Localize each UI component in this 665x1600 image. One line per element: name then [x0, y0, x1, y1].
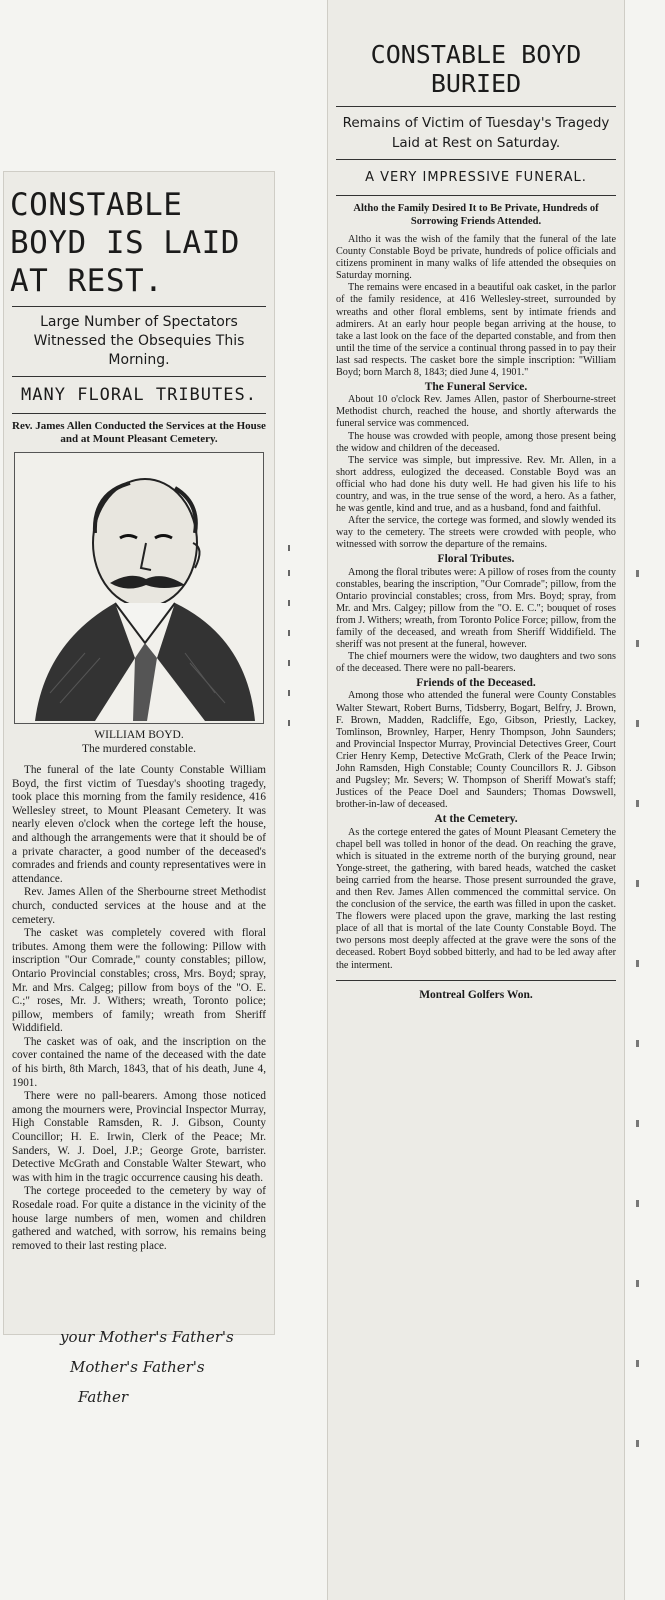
left-headline: CONSTABLE BOYD IS LAID AT REST. [10, 187, 240, 299]
left-deck: MANY FLORAL TRIBUTES. [21, 385, 257, 405]
divider [336, 980, 616, 981]
left-clipping [4, 172, 274, 1334]
column-edge-fragment [632, 560, 665, 1560]
right-byline: Altho the Family Desired It to Be Private, Hundreds of Sorrowing Friends Attended. [353, 203, 599, 227]
handwritten-line-3: Father [78, 1388, 129, 1406]
right-paragraph: Altho it was the wish of the family that the funeral of the late County Constable Boyd be private, hundreds of police officials and citizens prominent in many walks of life attended the obsequies on Saturday morning. [336, 234, 616, 282]
next-article-heading: Montreal Golfers Won. [419, 988, 533, 1001]
divider [12, 413, 266, 414]
divider [336, 195, 616, 196]
right-paragraph: About 10 o'clock Rev. James Allen, pastor of Sherbourne-street Methodist church, reached the house, and shortly afterwards the funeral service was commenced. [336, 394, 616, 430]
portrait-caption-name: WILLIAM BOYD. [94, 729, 184, 741]
edge-marks [286, 540, 306, 740]
right-paragraph: After the service, the cortege was formed, and slowly wended its way to the cemetery. The streets were crowded with people, who witnessed with sorrow the departure of the remains. [336, 515, 616, 551]
left-paragraph: The cortege proceeded to the cemetery by way of Rosedale road. For quite a distance in the vicinity of the house large numbers of men, women and children gathered and watched, with sorrow, his remains being removed to their last resting place. [12, 1185, 266, 1252]
section-heading-floral: Floral Tributes. [437, 553, 515, 566]
left-paragraph: The funeral of the late County Constable William Boyd, the first victim of Tuesday's shooting tragedy, took place this morning from the family residence, 416 Wellesley street, to Mount Pleasant Cemetery. It was nearly eleven o'clock when the cortege left the house, and although the arrangements were that it should be of a private character, a good number of the deceased's comrades and friends and county representatives were in attendance. [12, 764, 266, 885]
portrait-engraving [14, 452, 264, 724]
right-paragraph: Among the floral tributes were: A pillow of roses from the county constables, bearing the inscription, "Our Comrade"; pillow, from the Ontario provincial constables; cross, from Mrs. Boyd; spray, from Mr. and Mrs. Calgey; pillow from the "O. E. C."; bouquet of roses from J. Withers; wreath, from Toronto Police Force; pillow, from the family of the deceased, and wreath from Sheriff Widdifield. The sheriff was not present at the funeral, however. [336, 566, 616, 651]
divider [12, 306, 266, 307]
right-clipping [328, 0, 624, 1600]
portrait-caption-sub: The murdered constable. [82, 743, 196, 755]
right-paragraph: The chief mourners were the widow, two daughters and two sons of the deceased. There were no pall-bearers. [336, 651, 616, 675]
section-heading-cemetery: At the Cemetery. [434, 813, 518, 826]
left-byline: Rev. James Allen Conducted the Services at the House and at Mount Pleasant Cemetery. [12, 420, 266, 445]
right-subheadline: Remains of Victim of Tuesday's Tragedy Laid at Rest on Saturday. [342, 115, 610, 151]
right-paragraph: Among those who attended the funeral were County Constables Walter Stewart, Robert Burns, Tidsberry, Bogart, Belfry, J. Brown, F. Brown, Madden, Radcliffe, Ego, Gibson, Priestly, Lackey, Tomlinson, Brownley, Harper, Henry Thompson, John Saunders; and Provincial Inspector Murray, Provincial Detectives Greer, Court Crier Henry Kemp, Detective McGrath, Clerk of the Peace Irwin; John Ramsden, High Constable; County Councillors R. J. Gibson and Pugsley; Mr. Severs; W. Thompson of Sheriff Mowat's staff; Justices of the Peace Doel and Saunders; Thomas Dowswell, brother-in-law of deceased. [336, 690, 616, 811]
right-paragraph: As the cortege entered the gates of Mount Pleasant Cemetery the chapel bell was tolled in honor of the dead. On reaching the grave, which is situated in the extreme north of the burying ground, near Yonge-street, the gathering, with bared heads, watched the casket being carried from the hearse. Those present surrounded the grave, and then Rev. James Allen commenced the committal service. On the conclusion of the service, the earth was filled in upon the casket. The flowers were placed upon the grave, marking the last resting place of all that is mortal of the late County Constable Boyd. The two persons most deeply affected at the grave were the sons of the deceased. Robert Boyd sobbed bitterly, and had to be led away after the interment. [336, 826, 616, 971]
divider [12, 376, 266, 377]
right-deck: A VERY IMPRESSIVE FUNERAL. [365, 170, 587, 185]
right-paragraph: The service was simple, but impressive. Rev. Mr. Allen, in a short address, eulogized the deceased. Constable Boyd was an official who had done his duty well. He had given his life to his country, and was, in the true sense of the word, a hero. As a father, he was gentle, kind and true, and as a husband, fond and faithful. [336, 454, 616, 515]
left-subheadline: Large Number of Spectators Witnessed the Obsequies This Morning. [33, 314, 245, 368]
left-article-body [12, 764, 266, 1253]
portrait-illustration [15, 453, 263, 721]
left-paragraph: The casket was of oak, and the inscription on the cover contained the name of the deceased with the date of his birth, 8th March, 1843, that of his death, June 4, 1901. [12, 1035, 266, 1089]
edge-marks [632, 560, 658, 1560]
divider [336, 106, 616, 107]
portrait-caption [4, 728, 274, 756]
left-paragraph: The casket was completely covered with floral tributes. Among them were the following: Pillow with inscription "Our Comrade," county constables; pillow, Ontario Provincial constables; cross, Mrs. Boyd; spray, Mr. and Mrs. Calgeg; pillow from boys of the "O. E. C.;" roses, Mr. J. Withers; wreath, Toronto police; pillow, members of family; wreath from Sheriff Widdifield. [12, 927, 266, 1035]
right-article-body [336, 234, 616, 1001]
right-headline: CONSTABLE BOYD BURIED [370, 40, 582, 98]
left-paragraph: There were no pall-bearers. Among those noticed among the mourners were, Provincial Inspector Murray, High Constable Ramsden, R. J. Gibson, County Councillor; H. E. Irwin, Clerk of the Peace; Mr. Sanders, W. J. Doel, J.P.; George Grote, barrister. Detective McGrath and Constable Walter Stewart, who was with him in the tragic occurrence causing his death. [12, 1090, 266, 1184]
divider [336, 159, 616, 160]
left-paragraph: Rev. James Allen of the Sherbourne street Methodist church, conducted services at the house and at the cemetery. [12, 886, 266, 926]
handwritten-line-2: Mother's Father's [70, 1358, 205, 1376]
section-heading-friends: Friends of the Deceased. [416, 677, 536, 690]
right-paragraph: The remains were encased in a beautiful oak casket, in the parlor of the family residence, at 416 Wellesley-street, surrounded by wreaths and other floral emblems, sent by intimate friends and admirers. At an early hour people began arriving at the house, to take a last look on the face of the departed constable, and from then until the time of the service a continual throng passed in to pay their last sad respects. The casket bore the simple inscription: "William Boyd; born March 8, 1843; died June 4, 1901." [336, 282, 616, 379]
right-paragraph: The house was crowded with people, among those present being the widow and children of the deceased. [336, 430, 616, 454]
handwritten-line-1: your Mother's Father's [60, 1328, 234, 1346]
column-edge-fragment [286, 540, 326, 740]
section-heading-service: The Funeral Service. [424, 381, 528, 394]
